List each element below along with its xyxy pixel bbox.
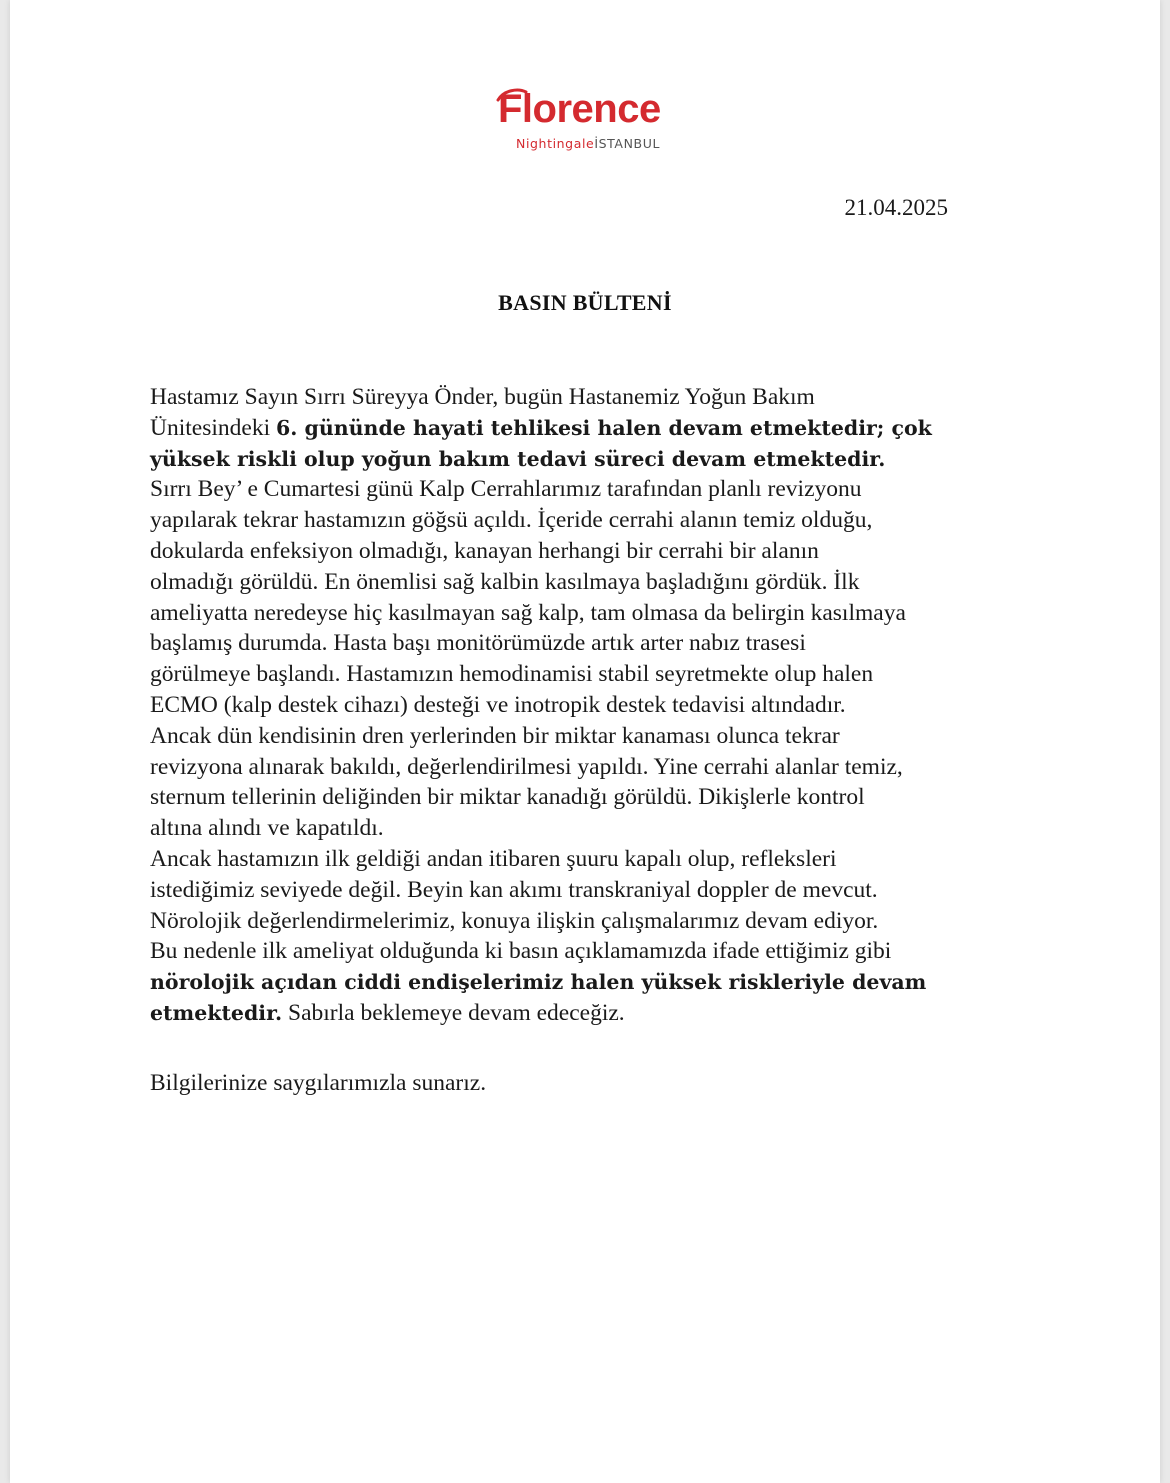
logo-subtitle — [516, 136, 660, 152]
body-line: olmadığı görüldü. En önemlisi sağ kalbin kasılmaya başladığını gördük. İlk — [150, 568, 860, 595]
body-line: görülmeye başlandı. Hastamızın hemodinamisi stabil seyretmekte olup halen — [150, 661, 874, 688]
body-line: revizyona alınarak bakıldı, değerlendirilmesi yapıldı. Yine cerrahi alanlar temiz, — [150, 753, 903, 780]
body-line: Ancak hastamızın ilk geldiği andan itibaren şuuru kapalı olup, refleksleri — [150, 845, 837, 872]
florence-logo — [492, 86, 702, 158]
body-text: Ünitesindeki — [150, 414, 276, 441]
body-line: Nörolojik değerlendirmelerimiz, konuya ilişkin çalışmalarımız devam ediyor. — [150, 907, 879, 934]
logo-sub-nightingale: Nightingale — [516, 136, 595, 151]
body-line — [150, 413, 1040, 444]
body-line — [150, 998, 1040, 1029]
body-line: istediğimiz seviyede değil. Beyin kan akımı transkraniyal doppler de mevcut. — [150, 876, 878, 903]
body-line: dokularda enfeksiyon olmadığı, kanayan herhangi bir cerrahi bir alanın — [150, 537, 819, 564]
body-text: Sabırla beklemeye devam edeceğiz. — [282, 999, 625, 1026]
body-line: Hastamız Sayın Sırrı Süreyya Önder, bugün Hastanemiz Yoğun Bakım — [150, 384, 815, 410]
body-bold-text: etmektedir. — [150, 1000, 283, 1025]
body-line: yapılarak tekrar hastamızın göğsü açıldı. İçeride cerrahi alanın temiz olduğu, — [150, 507, 873, 534]
document-body — [150, 382, 1040, 1029]
body-line: başlamış durumda. Hasta başı monitörümüzde artık arter nabız trasesi — [150, 630, 806, 657]
document-page — [10, 0, 1160, 1483]
body-bold-line: yüksek riskli olup yoğun bakım tedavi süreci devam etmektedir. — [150, 446, 886, 471]
body-line: ECMO (kalp destek cihazı) desteği ve inotropik destek tedavisi altındadır. — [150, 691, 846, 718]
body-line: ameliyatta neredeyse hiç kasılmayan sağ kalp, tam olmasa da belirgin kasılmaya — [150, 599, 906, 626]
body-line: Bu nedenle ilk ameliyat olduğunda ki basın açıklamamızda ifade ettiğimiz gibi — [150, 938, 892, 965]
logo-wordmark: Florence — [498, 87, 661, 131]
body-line: altına alındı ve kapatıldı. — [150, 815, 384, 842]
body-bold-line: nörolojik açıdan ciddi endişelerimiz halen yüksek riskleriyle devam — [150, 970, 927, 995]
closing-line: Bilgilerinize saygılarımızla sunarız. — [150, 1070, 487, 1096]
body-line: Sırrı Bey’ e Cumartesi günü Kalp Cerrahlarımız tarafından planlı revizyonu — [150, 476, 862, 503]
document-title: BASIN BÜLTENİ — [498, 290, 672, 315]
body-line: sternum tellerinin deliğinden bir miktar kanadığı görüldü. Dikişlerle kontrol — [150, 784, 865, 811]
body-bold-text: 6. gününde hayati tehlikesi halen devam etmektedir; çok — [275, 415, 932, 440]
logo-sub-istanbul: İSTANBUL — [594, 136, 661, 151]
body-line: Ancak dün kendisinin dren yerlerinden bir miktar kanaması olunca tekrar — [150, 722, 840, 749]
document-date: 21.04.2025 — [844, 195, 948, 220]
